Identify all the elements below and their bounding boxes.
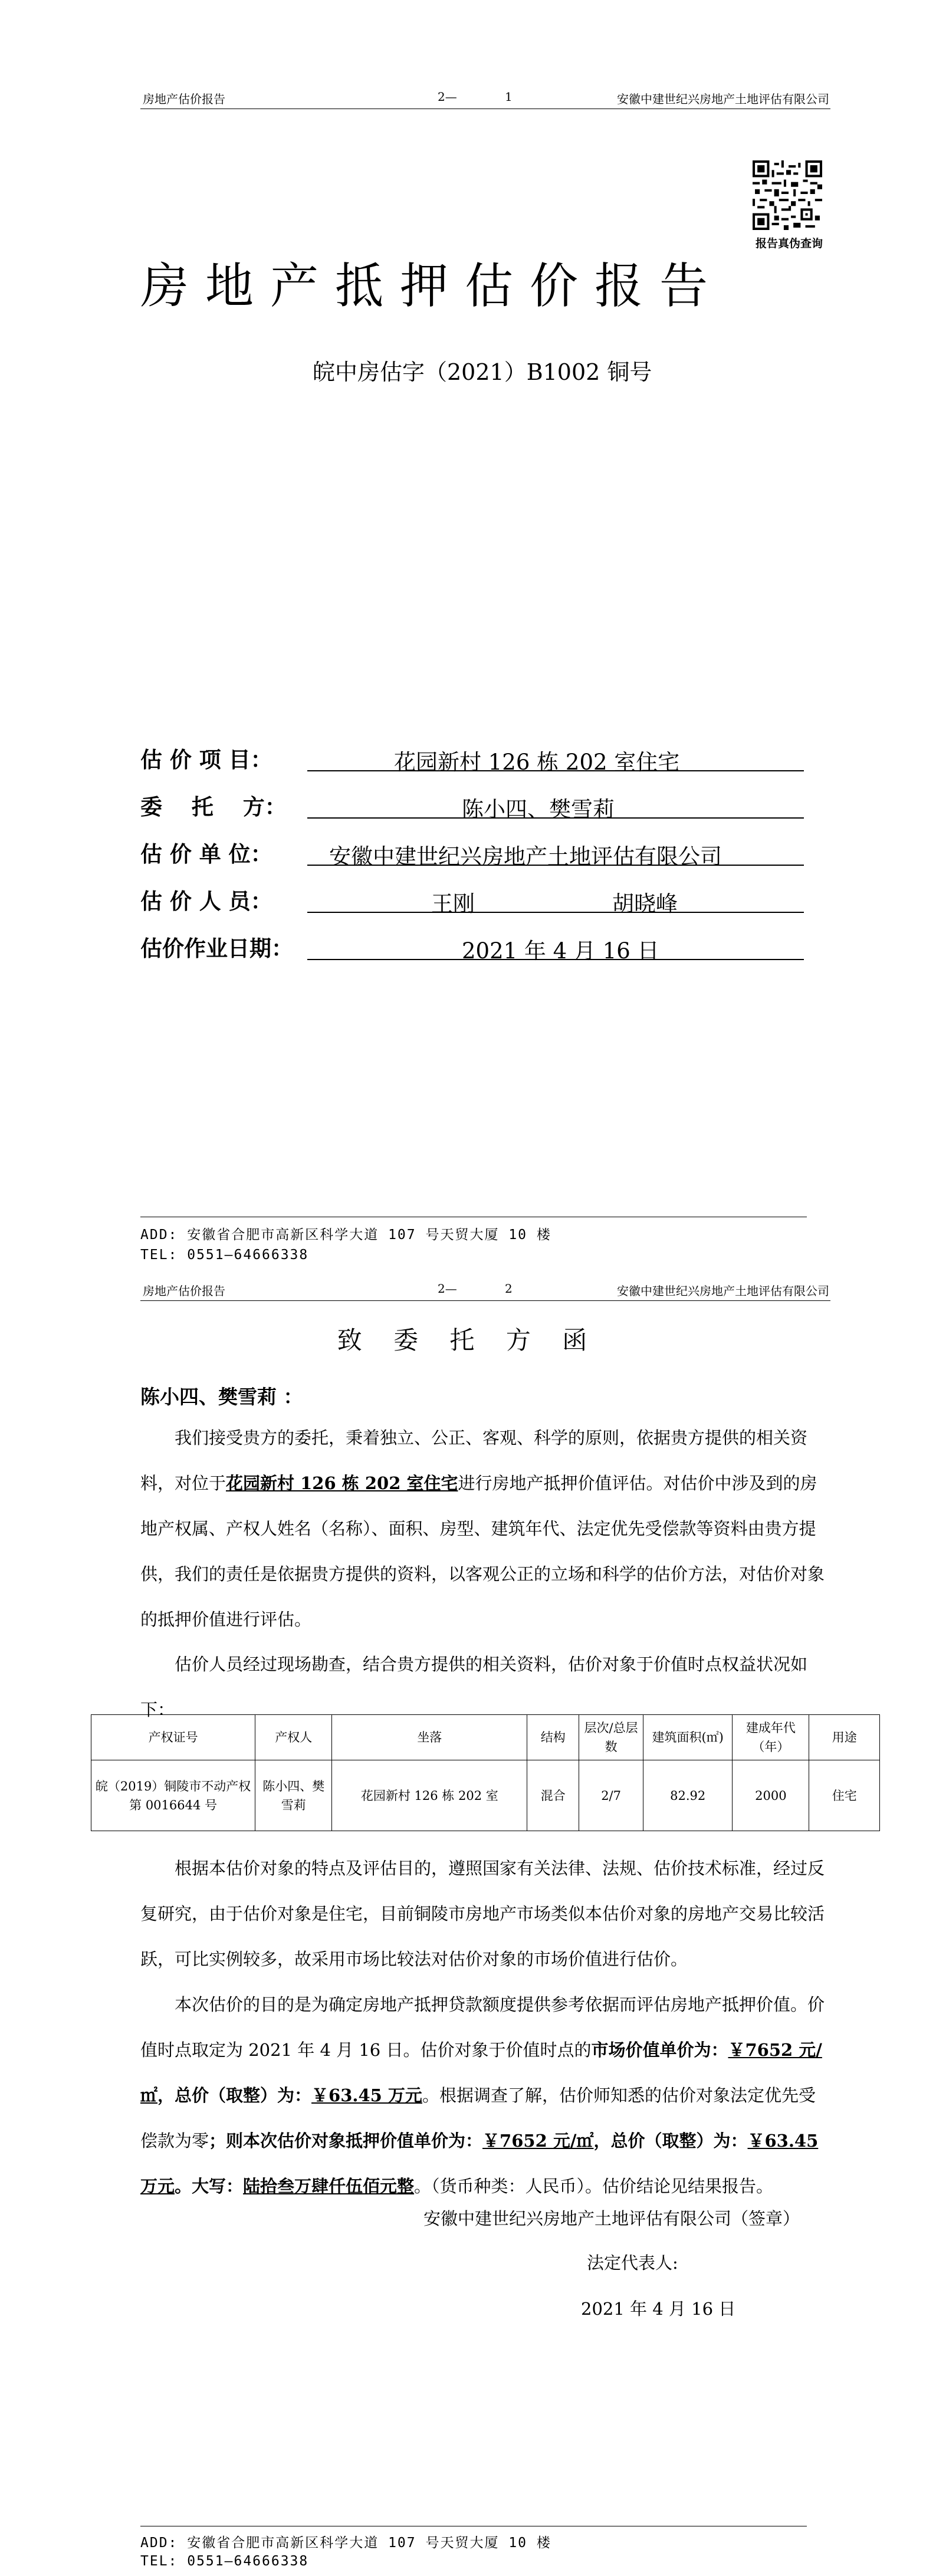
field-value: 花园新村 126 栋 202 室住宅 [394, 750, 680, 775]
table-cell: 住宅 [809, 1760, 880, 1831]
table-header-cell: 产权证号 [91, 1715, 255, 1760]
header-page-label: 2— [438, 1282, 457, 1296]
para2-text: 估价人员经过现场勘查，结合贵方提供的相关资料，估价对象于价值时点权益状况如下： [140, 1654, 808, 1720]
footer-tel: TEL: 0551—64666338 [140, 1247, 309, 1263]
header-page-number: 1 [505, 90, 513, 104]
header-page-number: 2 [505, 1282, 513, 1296]
para1-a: 我们接受贵方的委托，秉着独立、公正、客观、科学的原则，依据贵方提供的相关资料，对位于 [140, 1428, 808, 1493]
field-value: 2021 年 4 月 16 日 [462, 938, 659, 964]
table-header-cell: 产权人 [255, 1715, 332, 1760]
table-row [91, 1760, 880, 1831]
report-title: 房地产抵押估价报告 [140, 258, 725, 314]
para4-f: 。根据调查了解，估价师知悉的估价对象法定优先受偿款为零 [140, 2085, 816, 2151]
paragraph-3 [140, 1846, 825, 1982]
page1-header [140, 90, 830, 107]
salutation: 陈小四、樊雪莉 ： [140, 1385, 303, 1408]
table-cell: 82.92 [643, 1760, 733, 1831]
capital-label: 。大写： [175, 2176, 244, 2196]
table-header-cell: 结构 [527, 1715, 579, 1760]
mortgage-unit-label: 抵押价值单价为： [346, 2131, 483, 2151]
paragraph-4 [140, 1982, 825, 2209]
field-value: 陈小四、樊雪莉 [462, 797, 615, 822]
table-header-cell: 建筑面积(㎡) [643, 1715, 733, 1760]
property-rights-table [91, 1714, 880, 1831]
para1-c: 进行房地产抵押价值评估。对估价中涉及到的房地产权属、产权人姓名（名称）、面积、房型、建筑年代、法定优先受偿款等资料由贵方提供，我们的责任是依据贵方提供的资料，以客观公正的立场和科学的估价方法，对估价对象的抵押价值进行评估。 [140, 1473, 825, 1629]
header-doc-title: 房地产估价报告 [143, 92, 225, 106]
field-value-2: 胡晓峰 [612, 891, 678, 916]
field-label: 估 价 人 员： [140, 888, 272, 914]
para4-a: 本次估价的目的是为确定房地产抵押贷款额度提供参考依据而评估房地产抵押价值。价值时点取定为 2021 年 4 月 16 日。估价对象于价值时点的 [140, 1995, 825, 2060]
qr-caption: 报告真伪查询 [755, 237, 823, 250]
capital-amount: 陆拾叁万肆仟伍佰元整 [243, 2176, 415, 2196]
field-label: 估 价 单 位： [140, 841, 272, 867]
para3-text: 根据本估价对象的特点及评估目的，遵照国家有关法律、法规、估价技术标准，经过反复研究，由于估价对象是住宅，目前铜陵市房地产市场类似本估价对象的房地产交易比较活跃，可比实例较多，故采用市场比较法对估价对象的市场价值进行估价。 [140, 1858, 825, 1969]
table-header-cell: 层次/总层数 [579, 1715, 643, 1760]
mortgage-total-label: ，总价（取整）为： [593, 2131, 748, 2151]
signature-company: 安徽中建世纪兴房地产土地评估有限公司（签章） [423, 2209, 800, 2229]
footer-address: ADD: 安徽省合肥市高新区科学大道 107 号天贸大厦 10 楼 [140, 1227, 551, 1243]
legal-representative: 法定代表人: [587, 2253, 678, 2273]
header-doc-title: 房地产估价报告 [143, 1284, 225, 1298]
market-total-label: ，总价（取整）为： [157, 2085, 312, 2105]
header-divider [140, 1300, 830, 1301]
field-label: 委 托 方： [140, 794, 287, 820]
field-label: 估价作业日期： [140, 935, 293, 961]
para1-property: 花园新村 126 栋 202 室住宅 [226, 1473, 458, 1493]
table-cell: 陈小四、樊雪莉 [255, 1760, 332, 1831]
table-cell: 2000 [733, 1760, 809, 1831]
page2-header [140, 1282, 830, 1299]
table-cell: 花园新村 126 栋 202 室 [332, 1760, 527, 1831]
table-cell: 2/7 [579, 1760, 643, 1831]
report-number: 皖中房估字（2021）B1002 铜号 [313, 359, 652, 385]
field-value: 王刚 [431, 891, 475, 916]
footer-tel: TEL: 0551—64666338 [140, 2554, 309, 2569]
letter-date: 2021 年 4 月 16 日 [581, 2299, 736, 2319]
mortgage-unit-price: ￥7652 元/㎡ [482, 2131, 594, 2151]
header-company: 安徽中建世纪兴房地产土地评估有限公司 [617, 92, 829, 106]
footer-address: ADD: 安徽省合肥市高新区科学大道 107 号天贸大厦 10 楼 [140, 2535, 551, 2551]
field-value: 安徽中建世纪兴房地产土地评估有限公司 [329, 844, 722, 869]
field-label: 估 价 项 目： [140, 747, 272, 773]
underline [307, 912, 804, 913]
market-total-price: ￥63.45 万元 [311, 2085, 422, 2105]
table-cell: 皖（2019）铜陵市不动产权第 0016644 号 [91, 1760, 255, 1831]
table-header-cell: 用途 [809, 1715, 880, 1760]
header-page-label: 2— [438, 90, 457, 104]
market-unit-price: ￥7652 元/㎡ [140, 2040, 822, 2105]
para4-g: ；则本次估价对象 [209, 2131, 346, 2151]
market-unit-label: 市场价值单价为： [591, 2040, 728, 2060]
table-cell: 混合 [527, 1760, 579, 1831]
qr-code-icon[interactable] [753, 160, 822, 230]
mortgage-total-price: ￥63.45 万元 [140, 2131, 819, 2196]
header-company: 安徽中建世纪兴房地产土地评估有限公司 [617, 1284, 829, 1298]
table-header-row [91, 1715, 880, 1760]
table-header-cell: 坐落 [332, 1715, 527, 1760]
letter-title: 致 委 托 方 函 [337, 1326, 599, 1355]
table-header-cell: 建成年代（年） [733, 1715, 809, 1760]
paragraph-1 [140, 1415, 825, 1642]
para4-n: 。（货币种类：人民币）。估价结论见结果报告。 [414, 2176, 774, 2196]
